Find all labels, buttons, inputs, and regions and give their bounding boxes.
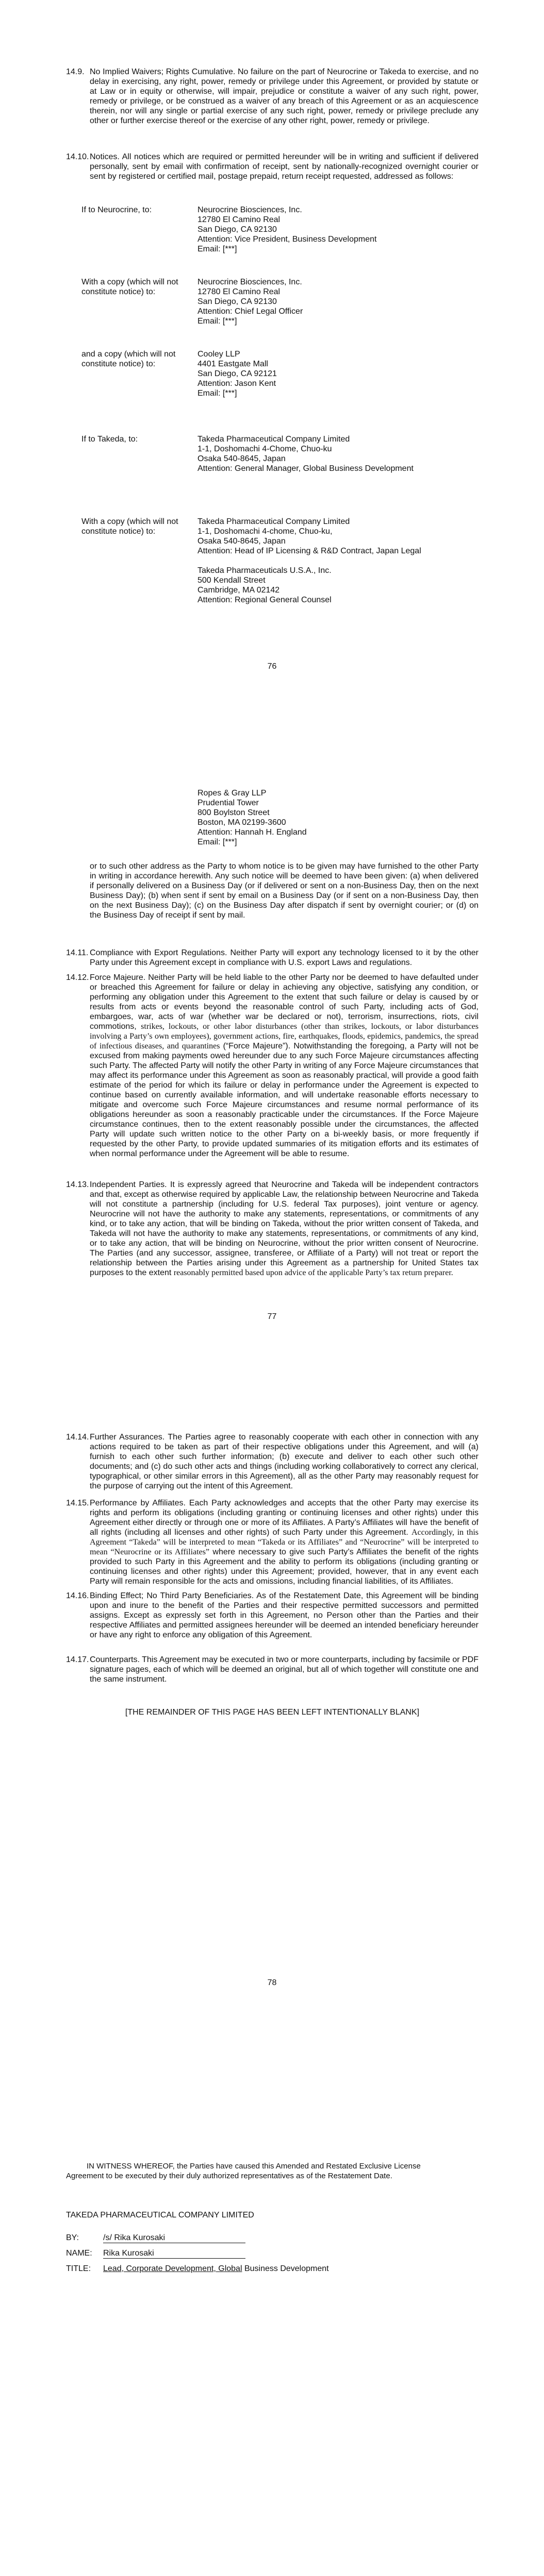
section-text: Force Majeure. Neither Party will be held liable to the other Party nor be deemed to have defaulted under or breached this Agreement for failure or delay in achieving any objective, satisfying any condition, or performing any obligation under this Agreement to the extent that such failure or delay is caused by or results from acts or events beyond the reasonable control of such Party, including acts of God, embargoes, war, acts of war (whether war be declared or not), terrorism, insurrections, riots, civil commotions, strikes, lockouts, or other labor disturbances (other than strikes, lockouts, or labor disturbances involving a Party’s own employees), government actions, fire, earthquakes, floods, epidemics, pandemics, the spread of infectious diseases, and quarantines (“Force Majeure”). Notwithstanding the foregoing, a Party will not be excused from making payments owed hereunder due to any such Force Majeure circumstances affecting such Party. The affected Party will notify the other Party in writing of any Force Majeure circumstances that may affect its performance under this Agreement as soon as reasonably practical, will provide a good faith estimate of the period for which its failure or delay in performance under the Agreement is expected to continue based on currently available information, and will undertake reasonable efforts necessary to mitigate and overcome such Force Majeure circumstances and resume normal performance of its obligations hereunder as soon a reasonably practicable under the circumstances. If the Force Majeure circumstance continues, then to the extent reasonably possible under the circumstances, the affected Party will update such written notice to the other Party on a bi-weekly basis, or more frequently if requested by the other Party, to provide updated summaries of its mitigation efforts and its estimates of when normal performance under the Agreement will be able to resume. [90, 973, 479, 1158]
address-line: Boston, MA 02199-3600 [197, 818, 286, 827]
section-text: Notices. All notices which are required or permitted hereunder will be in writing and sufficient if delivered personally, sent by email with confirmation of receipt, sent by nationally-recognized overnight courier or sent by registered or certified mail, postage prepaid, return receipt requested, addressed as follows: [90, 152, 479, 181]
section-14-11 [66, 948, 479, 968]
signature-name [66, 2249, 245, 2259]
address-line: Osaka 540-8645, Japan [197, 454, 286, 463]
signature-by [66, 2233, 245, 2243]
address-line: Prudential Tower [197, 799, 259, 807]
notice-address [197, 788, 440, 847]
address-line: Email: [***] [197, 317, 237, 326]
signature-title [66, 2264, 329, 2274]
name-value: Rika Kurosaki [103, 2249, 245, 2259]
address-line: 1-1, Doshomachi 4-Chome, Chuo-ku [197, 445, 332, 453]
title-value: Lead, Corporate Development, Global [103, 2264, 242, 2273]
address-line: 500 Kendall Street [197, 576, 266, 585]
address-line: Takeda Pharmaceutical Company Limited [197, 435, 350, 444]
section-text: Performance by Affiliates. Each Party acknowledges and accepts that the other Party may exercise its rights and perform its obligations (including granting or continuing licenses and other rights) under this Agreement either directly or through one or more of its Affiliates. A Party’s Affiliates will have the benefit of all rights (including all licenses and other rights) of such Party under this Agreement. Accordingly, in this Agreement “Takeda” will be interpreted to mean “Takeda or its Affiliates” and “Neurocrine” will be interpreted to mean “Neurocrine or its Affiliates” where necessary to give such Party’s Affiliates the benefit of the rights provided to such Party in this Agreement and the ability to perform its obligations (including granting or continuing licenses and other rights) under this Agreement; provided, however, that in any event each Party will remain responsible for the acts and omissions, including financial liabilities, of its Affiliates. [90, 1499, 479, 1586]
notice-address [197, 205, 440, 254]
section-number: 14.14. [66, 1433, 89, 1442]
notice-address [197, 349, 440, 398]
notice-label: With a copy (which will not constitute notice) to: [81, 517, 178, 536]
address-line: Email: [***] [197, 389, 237, 398]
address-line: Takeda Pharmaceuticals U.S.A., Inc. [197, 566, 332, 575]
address-line: Osaka 540-8645, Japan [197, 537, 286, 546]
notice-label: and a copy (which will not constitute notice) to: [81, 350, 176, 368]
section-number: 14.15. [66, 1499, 89, 1507]
section-14-14 [66, 1432, 479, 1491]
address-line: Neurocrine Biosciences, Inc. [197, 206, 302, 214]
address-line: Attention: General Manager, Global Business Development [197, 464, 414, 473]
address-line: Attention: Head of IP Licensing & R&D Contract, Japan Legal [197, 547, 421, 555]
section-number: 14.10. [66, 152, 89, 161]
section-number: 14.11. [66, 948, 89, 957]
address-line: Attention: Jason Kent [197, 379, 276, 388]
section-number: 14.9. [66, 67, 85, 76]
notice-label: If to Neurocrine, to: [81, 206, 152, 214]
address-line: 800 Boylston Street [197, 808, 270, 817]
section-14-15 [66, 1498, 479, 1586]
page-number: 78 [267, 1978, 277, 1987]
notice-address [197, 434, 440, 473]
section-14-9 [66, 67, 479, 126]
section-text: or to such other address as the Party to whom notice is to be given may have furnished to the other Party in writing in accordance herewith. Any such notice will be deemed to have been given: (a) when delivered if personally delivered on a Business Day (or if delivered or sent on a non-Business Day, then on the next Business Day); (b) when sent if sent by email on a Business Day (or if sent on a non-Business Day, then on the next Business Day); (c) on the Business Day after dispatch if sent by overnight courier; or (d) on the Business Day of receipt if sent by mail. [90, 862, 479, 920]
blank-page-notice: [THE REMAINDER OF THIS PAGE HAS BEEN LEFT INTENTIONALLY BLANK] [125, 1708, 420, 1717]
address-line: Email: [***] [197, 838, 237, 846]
section-text: Independent Parties. It is expressly agreed that Neurocrine and Takeda will be independent contractors and that, except as otherwise required by applicable Law, the relationship between Neurocrine and Takeda will not constitute a partnership (including for U.S. federal Tax purposes), joint venture or agency. Neurocrine will not have the authority to make any statements, representations, or commitments of any kind, or to take any action, that will be binding on Takeda, without the prior written consent of Takeda, and Takeda will not have the authority to make any statements, representations, or commitments of any kind, or to take any action, that will be binding on Neurocrine, without the prior written consent of Neurocrine. The Parties (and any successor, assignee, transferee, or Affiliate of a Party) will not treat or report the relationship between the Parties arising under this Agreement as a partnership for United States tax purposes to the extent reasonably permitted based upon advice of the applicable Party’s tax return preparer. [90, 1180, 479, 1277]
address-line: Cooley LLP [197, 350, 240, 359]
page-number: 76 [267, 662, 277, 671]
section-number: 14.12. [66, 973, 89, 982]
section-14-10 [66, 152, 479, 181]
section-number: 14.17. [66, 1655, 89, 1664]
title-value-rest: Business Development [242, 2264, 329, 2273]
address-line: 1-1, Doshomachi 4-chome, Chuo-ku, [197, 527, 333, 536]
notice-address [197, 277, 440, 326]
address-line: 4401 Eastgate Mall [197, 360, 268, 368]
section-text: No Implied Waivers; Rights Cumulative. No failure on the part of Neurocrine or Takeda to exercise, and no delay in exercising, any right, power, remedy or privilege under this Agreement, or provided by statute or at Law or in equity or otherwise, will impair, prejudice or constitute a waiver of any such right, power, remedy or privilege, or be construed as a waiver of any breach of this Agreement or as an acquiescence therein, nor will any single or partial exercise of any such right, power, remedy or privilege preclude any other or further exercise thereof or the exercise of any other right, power, remedy or privilege. [90, 67, 479, 125]
section-text: Counterparts. This Agreement may be executed in two or more counterparts, including by facsimile or PDF signature pages, each of which will be deemed an original, but all of which together will constitute one and the same instrument. [90, 1655, 479, 1684]
title-label: TITLE: [66, 2264, 91, 2273]
company-name: TAKEDA PHARMACEUTICAL COMPANY LIMITED [66, 2211, 254, 2219]
section-14-10-continued [66, 861, 479, 920]
address-line: Neurocrine Biosciences, Inc. [197, 278, 302, 286]
address-line: San Diego, CA 92130 [197, 297, 277, 306]
section-text: Compliance with Export Regulations. Neither Party will export any technology licensed to it by the other Party under this Agreement except in compliance with U.S. export Laws and regulations. [90, 948, 479, 967]
section-text: Binding Effect; No Third Party Beneficiaries. As of the Restatement Date, this Agreement will be binding upon and inure to the benefit of the Parties and their respective permitted successors and permitted assigns. Except as expressly set forth in this Agreement, no Person other than the Parties and their respective Affiliates and permitted assignees hereunder will be deemed an intended beneficiary hereunder or have any right to enforce any obligation of this Agreement. [90, 1591, 479, 1639]
section-number: 14.16. [66, 1591, 89, 1600]
address-line: San Diego, CA 92130 [197, 225, 277, 234]
section-text: Further Assurances. The Parties agree to reasonably cooperate with each other in connection with any actions required to be taken as part of their respective obligations under this Agreement, and will (a) furnish to each other such further information; (b) execute and deliver to each other such other documents; and (c) do such other acts and things (including working collaboratively to correct any clerical, typographical, or other similar errors in this Agreement), all as the other Party may reasonably request for the purpose of carrying out the intent of this Agreement. [90, 1433, 479, 1490]
notice-label: If to Takeda, to: [81, 435, 138, 444]
address-line: San Diego, CA 92121 [197, 369, 277, 378]
by-value: /s/ Rika Kurosaki [103, 2233, 245, 2243]
address-line: Cambridge, MA 02142 [197, 586, 280, 595]
by-label: BY: [66, 2233, 79, 2242]
address-line: Attention: Vice President, Business Development [197, 235, 377, 244]
address-line: Ropes & Gray LLP [197, 789, 267, 798]
page-number: 77 [267, 1312, 277, 1321]
address-line: 12780 El Camino Real [197, 287, 281, 296]
section-number: 14.13. [66, 1180, 89, 1189]
witness-clause: IN WITNESS WHEREOF, the Parties have caused this Amended and Restated Exclusive License Agreement to be executed by their duly authorized representatives as of the Restatement Date. [66, 2162, 421, 2180]
section-14-17 [66, 1655, 479, 1684]
notice-address [197, 517, 440, 605]
address-line: Takeda Pharmaceutical Company Limited [197, 517, 350, 526]
address-line: Email: [***] [197, 245, 237, 253]
address-line: 12780 El Camino Real [197, 215, 281, 224]
section-14-12 [66, 973, 479, 1159]
section-14-13 [66, 1180, 479, 1278]
notice-label: With a copy (which will not constitute notice) to: [81, 278, 178, 296]
address-line: Attention: Chief Legal Officer [197, 307, 303, 316]
address-line: Attention: Hannah H. England [197, 828, 307, 837]
section-14-16 [66, 1591, 479, 1640]
name-label: NAME: [66, 2249, 92, 2258]
address-line: Attention: Regional General Counsel [197, 596, 332, 604]
